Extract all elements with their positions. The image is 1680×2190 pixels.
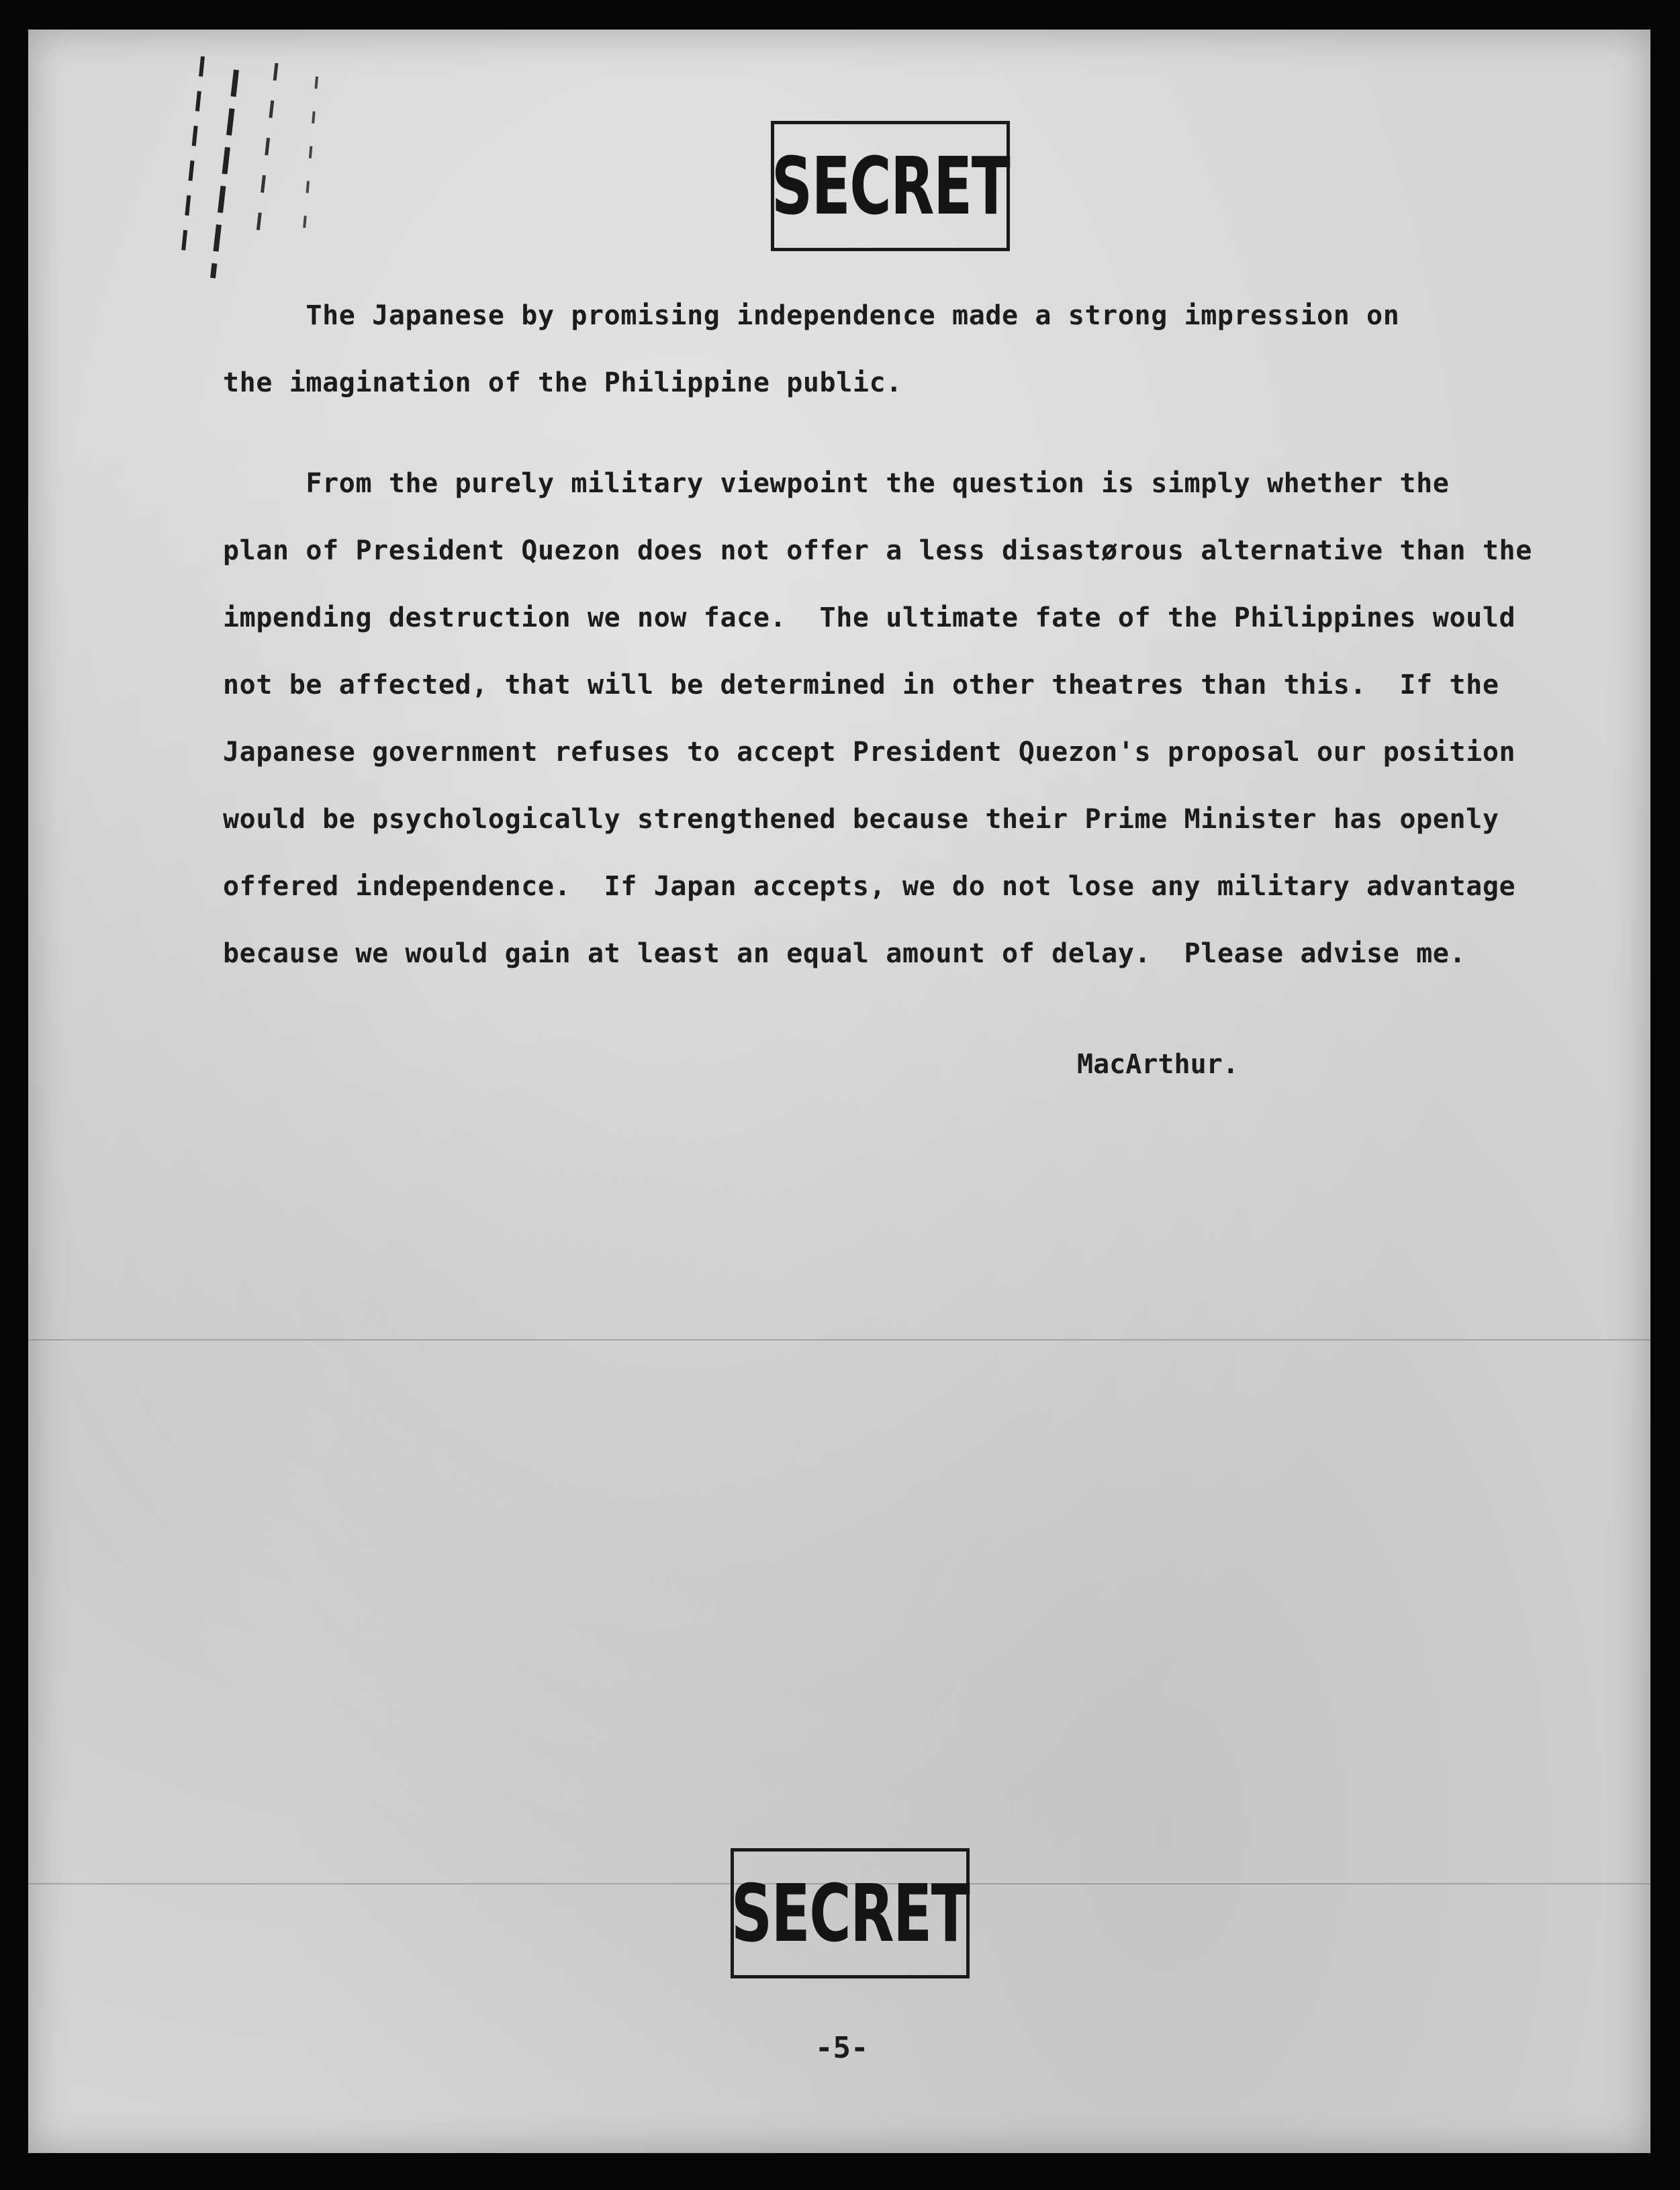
paragraph-2-line: because we would gain at least an equal amount of delay. Please advise me. xyxy=(223,938,1466,969)
paragraph-2 xyxy=(223,450,1579,987)
paragraph-2-line: would be psychologically strengthened because their Prime Minister has openly xyxy=(223,804,1499,835)
paragraph-1-line: The Japanese by promising independence made a strong impression on xyxy=(223,300,1400,331)
paragraph-2-line: plan of President Quezon does not offer a less disastørous alternative than the xyxy=(223,535,1532,566)
secret-stamp-top-text: SECRET xyxy=(771,140,1010,232)
paragraph-2-line: not be affected, that will be determined in other theatres than this. If the xyxy=(223,670,1499,700)
paragraph-2-line: offered independence. If Japan accepts, we do not lose any military advantage xyxy=(223,871,1516,902)
paragraph-1 xyxy=(223,282,1579,416)
secret-stamp-top xyxy=(771,121,1010,251)
secret-stamp-bottom xyxy=(731,1848,970,1978)
fold-line xyxy=(28,1339,1650,1340)
paragraph-1-line: the imagination of the Philippine public. xyxy=(223,367,902,398)
paragraph-2-line: impending destruction we now face. The ultimate fate of the Philippines would xyxy=(223,602,1516,633)
signature: MacArthur. xyxy=(1077,1049,1239,1080)
secret-stamp-bottom-text: SECRET xyxy=(731,1867,970,1960)
paragraph-2-line: Japanese government refuses to accept President Quezon's proposal our position xyxy=(223,737,1516,768)
document-page xyxy=(28,30,1650,2153)
ink-scratch-marks xyxy=(176,56,351,298)
paragraph-2-line: From the purely military viewpoint the question is simply whether the xyxy=(223,468,1450,499)
page-number: -5- xyxy=(815,2031,869,2065)
